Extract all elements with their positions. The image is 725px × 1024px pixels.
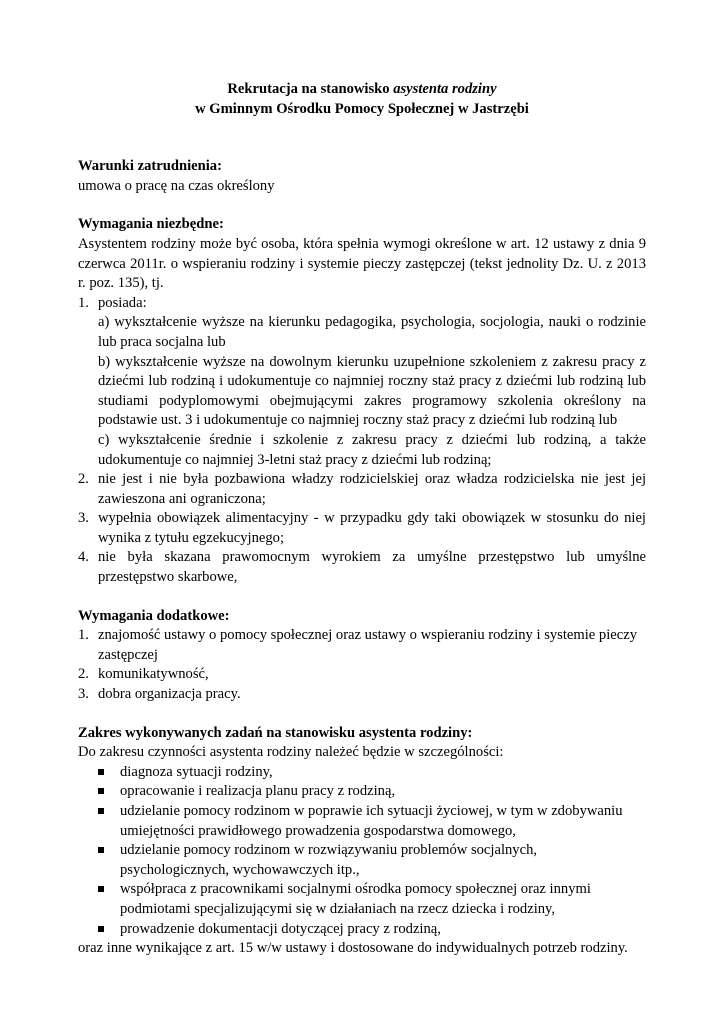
- list-item-text: nie jest i nie była pozbawiona władzy rodzicielskiej oraz władza rodzicielska nie jest jej zawieszona ani ograniczona;: [98, 471, 646, 507]
- list-item-number: 3.: [78, 686, 89, 703]
- sub-item-c: c) wykształcenie średnie i szkolenie z zakresu pracy z dziećmi lub rodziną, a także udokumentuje co najmniej 3-letni staż pracy z dziećmi lub rodziną;: [98, 431, 646, 468]
- list-item: [78, 294, 646, 470]
- list-item-text: komunikatywność,: [98, 666, 209, 683]
- bullet-item-text: udzielanie pomocy rodzinom w rozwiązywaniu problemów socjalnych, psychologicznych, wychowawczych itp.,: [120, 842, 538, 878]
- list-item: [78, 548, 646, 587]
- list-item: [78, 509, 646, 548]
- section-wymagania-dodatkowe: [78, 607, 646, 705]
- list-item: [78, 665, 646, 685]
- list-item-number: 3.: [78, 510, 89, 527]
- sub-item-a: a) wykształcenie wyższe na kierunku pedagogika, psychologia, socjologia, nauki o rodzinie lub praca socjalna lub: [98, 314, 646, 350]
- wymagania-dodatkowe-list: [78, 626, 646, 704]
- bullet-item-text: opracowanie i realizacja planu pracy z rodziną,: [120, 783, 396, 800]
- list-item-number: 1.: [78, 627, 89, 644]
- square-bullet-icon: [98, 847, 104, 853]
- document-subtitle: w Gminnym Ośrodku Pomocy Społecznej w Jastrzębi: [195, 100, 529, 117]
- list-item-number: 4.: [78, 549, 89, 566]
- bullet-item-text: udzielanie pomocy rodzinom w poprawie ich sytuacji życiowej, w tym w zdobywaniu umiejętności prawidłowego prowadzenia gospodarstwa domowego,: [120, 803, 623, 839]
- wymagania-niezbedne-heading: Wymagania niezbędne:: [78, 216, 224, 233]
- document-title: [78, 80, 646, 100]
- zakres-intro: Do zakresu czynności asystenta rodziny należeć będzie w szczególności:: [78, 744, 504, 761]
- list-item-text: dobra organizacja pracy.: [98, 686, 241, 703]
- list-item-number: 2.: [78, 471, 89, 488]
- list-item-text: posiada:: [98, 294, 147, 311]
- list-item: [78, 626, 646, 665]
- list-item-text: wypełnia obowiązek alimentacyjny - w przypadku gdy taki obowiązek w stosunku do niej wynika z tytułu egzekucyjnego;: [98, 510, 646, 546]
- bullet-item: [78, 880, 646, 919]
- bullet-item: [78, 763, 646, 783]
- bullet-item-text: prowadzenie dokumentacji dotyczącej pracy z rodziną,: [120, 920, 441, 937]
- wymagania-niezbedne-list: [78, 294, 646, 588]
- square-bullet-icon: [98, 808, 104, 814]
- wymagania-niezbedne-intro: Asystentem rodziny może być osoba, która spełnia wymogi określone w art. 12 ustawy z dnia 9 czerwca 2011r. o wspieraniu rodziny i systemie pieczy zastępczej (tekst jednolity Dz. U. z 2013 r. poz. 135), tj.: [78, 235, 646, 292]
- bullet-item-text: diagnoza sytuacji rodziny,: [120, 763, 273, 780]
- bullet-item: [78, 802, 646, 841]
- section-zakres: [78, 724, 646, 959]
- sub-item-b: b) wykształcenie wyższe na dowolnym kierunku uzupełnione szkoleniem z zakresu pracy z dziećmi lub rodziną i udokumentuje co najmniej roczny staż pracy z dziećmi lub rodziną lub studiami podyplomowymi obejmującymi zakres programowy szkolenia określony na podstawie ust. 3 i udokumentuje co najmniej roczny staż pracy z dziećmi lub rodziną lub: [98, 353, 646, 429]
- list-item-number: 1.: [78, 294, 89, 311]
- bullet-item: [78, 920, 646, 940]
- section-wymagania-niezbedne: [78, 215, 646, 587]
- zakres-bullet-list: [78, 763, 646, 939]
- list-item-text: znajomość ustawy o pomocy społecznej oraz ustawy o wspieraniu rodziny i systemie pieczy zastępczej: [98, 627, 638, 663]
- document-page: [78, 80, 646, 959]
- square-bullet-icon: [98, 788, 104, 794]
- bullet-item-text: współpraca z pracownikami socjalnymi ośrodka pomocy społecznej oraz innymi podmiotami specjalizującymi się w działaniach na rzecz dziecka i rodziny,: [120, 881, 591, 917]
- list-item-number: 2.: [78, 666, 89, 683]
- title-line1-emphasis: asystenta rodziny: [393, 81, 497, 97]
- zakres-outro: oraz inne wynikające z art. 15 w/w ustawy i dostosowane do indywidualnych potrzeb rodziny.: [78, 940, 628, 957]
- list-item: [78, 470, 646, 509]
- title-line1-text: Rekrutacja na stanowisko: [227, 81, 394, 97]
- list-item-text: nie była skazana prawomocnym wyrokiem za umyślne przestępstwo lub umyślne przestępstwo skarbowe,: [98, 549, 646, 586]
- wymagania-dodatkowe-heading: Wymagania dodatkowe:: [78, 607, 230, 624]
- list-item: [78, 685, 646, 705]
- zakres-heading: Zakres wykonywanych zadań na stanowisku asystenta rodziny:: [78, 724, 473, 741]
- warunki-text: umowa o pracę na czas określony: [78, 177, 275, 194]
- square-bullet-icon: [98, 886, 104, 892]
- square-bullet-icon: [98, 926, 104, 932]
- bullet-item: [78, 782, 646, 802]
- bullet-item: [78, 841, 646, 880]
- warunki-heading: Warunki zatrudnienia:: [78, 158, 222, 175]
- section-warunki: [78, 157, 646, 196]
- square-bullet-icon: [98, 769, 104, 775]
